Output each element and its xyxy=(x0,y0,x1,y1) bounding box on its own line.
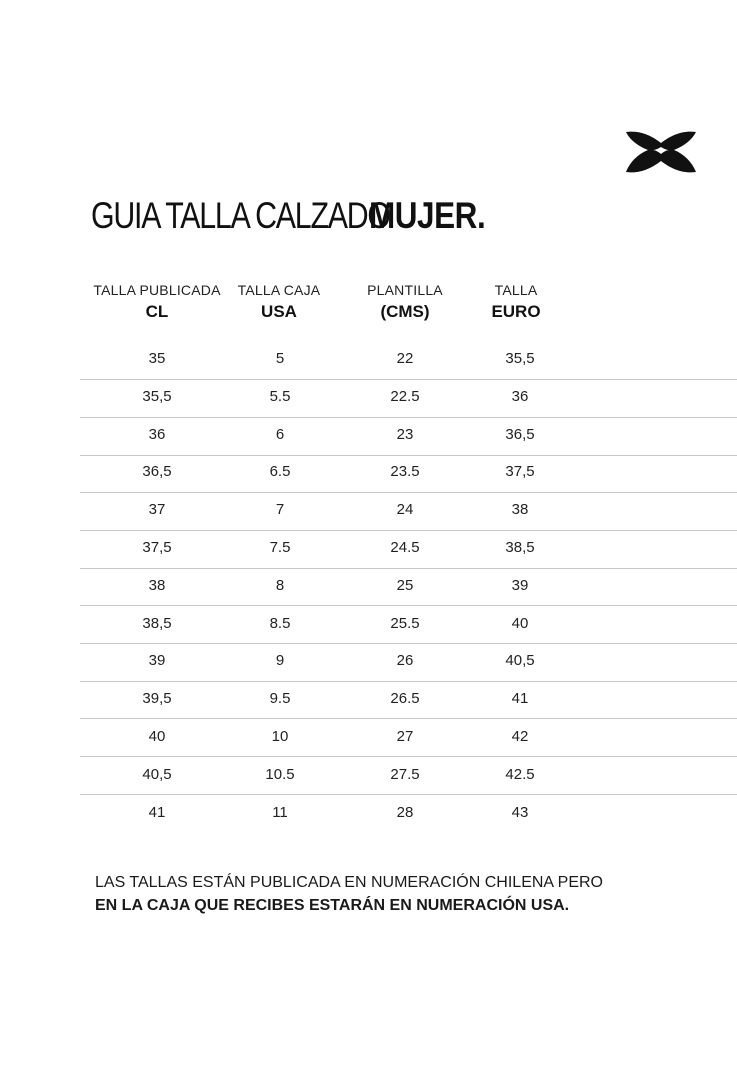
cell-cl: 36 xyxy=(148,425,166,443)
column-header-top: PLANTILLA xyxy=(367,282,443,298)
cell-euro: 37,5 xyxy=(505,463,535,481)
table-row xyxy=(0,680,737,718)
cell-cl: 41 xyxy=(148,803,166,821)
cell-cms: 25 xyxy=(396,576,414,594)
column-header-bottom: EURO xyxy=(491,302,541,321)
table-row xyxy=(0,378,737,416)
column-header-euro xyxy=(431,281,601,325)
row-divider xyxy=(80,417,737,418)
table-row xyxy=(0,453,737,491)
under-armour-logo-icon xyxy=(622,128,700,176)
cell-euro: 35,5 xyxy=(505,350,535,367)
table-row xyxy=(0,756,737,794)
cell-cl: 39 xyxy=(148,652,166,670)
cell-usa: 5.5 xyxy=(269,387,291,405)
cell-cl: 35 xyxy=(148,350,166,367)
cell-usa: 9.5 xyxy=(269,690,291,708)
cell-euro: 38,5 xyxy=(505,538,535,556)
row-divider xyxy=(80,643,737,644)
cell-euro: 40 xyxy=(511,614,529,632)
column-header-bottom: CL xyxy=(145,302,169,321)
table-row xyxy=(0,718,737,756)
footer-line-2: EN LA CAJA QUE RECIBES ESTARÁN EN NUMERACIÓN USA. xyxy=(95,897,570,914)
cell-euro: 36,5 xyxy=(505,425,535,443)
cell-euro: 42.5 xyxy=(505,765,535,783)
cell-cms: 24 xyxy=(396,501,414,519)
cell-cms: 27.5 xyxy=(390,765,420,783)
column-header-bottom: USA xyxy=(261,302,297,321)
table-row xyxy=(0,605,737,643)
title-bold: MUJER. xyxy=(369,195,486,236)
column-header-top: TALLA CAJA xyxy=(237,282,321,298)
cell-usa: 6 xyxy=(275,425,285,443)
footer-note xyxy=(95,871,715,917)
column-header-bottom: (CMS) xyxy=(380,302,430,321)
cell-usa: 10 xyxy=(271,727,289,745)
cell-cms: 28 xyxy=(396,803,414,821)
cell-usa: 11 xyxy=(272,803,288,821)
row-divider xyxy=(80,492,737,493)
cell-usa: 5 xyxy=(275,350,285,367)
cell-cl: 40 xyxy=(148,727,166,745)
table-row xyxy=(0,794,737,832)
cell-cms: 27 xyxy=(396,727,414,745)
cell-euro: 43 xyxy=(511,803,529,821)
row-divider xyxy=(80,718,737,719)
cell-euro: 42 xyxy=(511,727,529,745)
table-row xyxy=(0,416,737,454)
table-row xyxy=(0,567,737,605)
row-divider xyxy=(80,455,737,456)
row-divider xyxy=(80,605,737,606)
row-divider xyxy=(80,794,737,795)
cell-euro: 40,5 xyxy=(505,652,535,670)
cell-cms: 23 xyxy=(396,425,414,443)
cell-euro: 36 xyxy=(511,387,529,405)
row-divider xyxy=(80,568,737,569)
row-divider xyxy=(80,756,737,757)
table-row xyxy=(0,340,737,378)
cell-cl: 35,5 xyxy=(142,387,172,405)
cell-usa: 8.5 xyxy=(269,614,291,632)
cell-cms: 25.5 xyxy=(390,614,420,632)
cell-usa: 9 xyxy=(275,652,285,670)
cell-cms: 24.5 xyxy=(390,538,420,556)
footer-line-1: LAS TALLAS ESTÁN PUBLICADA EN NUMERACIÓN CHILENA PERO xyxy=(95,874,603,891)
cell-cl: 36,5 xyxy=(142,463,172,481)
cell-cl: 37 xyxy=(148,501,166,519)
column-header-top: TALLA xyxy=(494,282,538,298)
cell-cms: 22.5 xyxy=(390,387,420,405)
page-title xyxy=(91,195,506,243)
cell-cl: 37,5 xyxy=(142,538,172,556)
cell-cl: 38 xyxy=(148,576,166,594)
cell-cms: 26 xyxy=(396,652,414,670)
column-header-top: TALLA PUBLICADA xyxy=(93,282,221,298)
cell-usa: 8 xyxy=(275,576,285,594)
cell-euro: 39 xyxy=(511,576,529,594)
cell-usa: 7 xyxy=(275,501,285,519)
cell-usa: 10.5 xyxy=(265,765,295,783)
table-row xyxy=(0,491,737,529)
row-divider xyxy=(80,681,737,682)
cell-euro: 41 xyxy=(511,690,529,708)
cell-cl: 40,5 xyxy=(142,765,172,783)
row-divider xyxy=(80,379,737,380)
table-row xyxy=(0,642,737,680)
cell-usa: 7.5 xyxy=(269,538,291,556)
cell-cl: 39,5 xyxy=(142,690,172,708)
title-light: GUIA TALLA CALZADO xyxy=(91,195,390,236)
cell-cms: 22 xyxy=(396,350,414,367)
cell-cl: 38,5 xyxy=(142,614,172,632)
row-divider xyxy=(80,530,737,531)
table-row xyxy=(0,529,737,567)
size-table xyxy=(0,340,737,831)
cell-cms: 26.5 xyxy=(390,690,420,708)
cell-euro: 38 xyxy=(511,501,529,519)
cell-usa: 6.5 xyxy=(269,463,291,481)
cell-cms: 23.5 xyxy=(390,463,420,481)
